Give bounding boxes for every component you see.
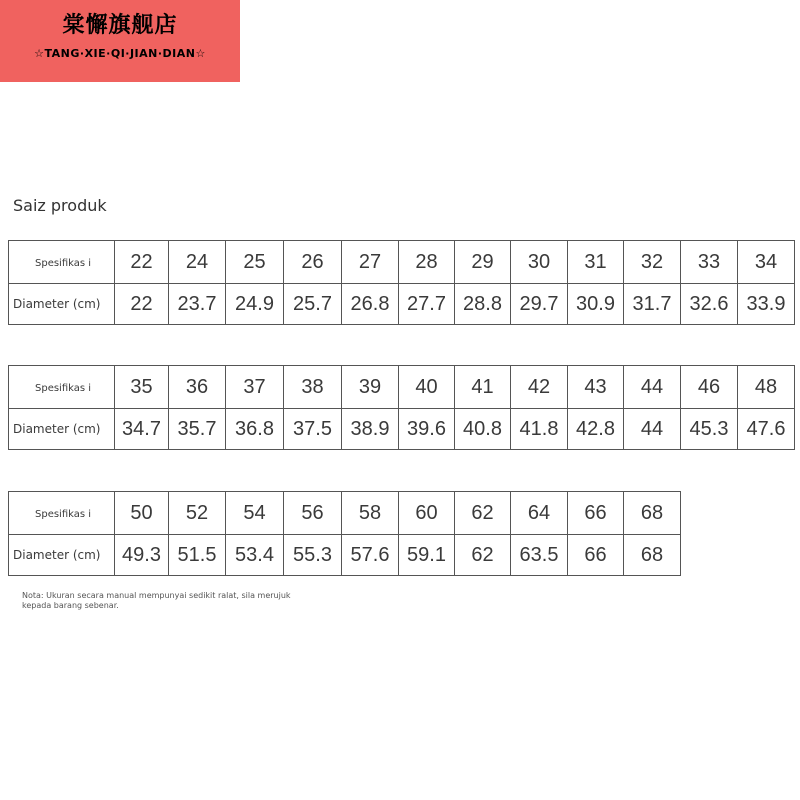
spec-cell: 43 bbox=[568, 366, 624, 409]
diameter-cell: 42.8 bbox=[568, 409, 624, 450]
diameter-cell: 35.7 bbox=[169, 409, 226, 450]
diameter-label: Diameter (cm) bbox=[9, 409, 115, 450]
diameter-cell: 45.3 bbox=[681, 409, 738, 450]
spec-cell: 26 bbox=[284, 241, 342, 284]
spec-cell: 24 bbox=[169, 241, 226, 284]
spec-cell: 46 bbox=[681, 366, 738, 409]
diameter-cell: 66 bbox=[568, 535, 624, 576]
spec-label: Spesifikas i bbox=[9, 241, 115, 284]
diameter-cell: 29.7 bbox=[511, 284, 568, 325]
spec-cell: 44 bbox=[624, 366, 681, 409]
diameter-cell: 55.3 bbox=[284, 535, 342, 576]
spec-cell: 68 bbox=[624, 492, 681, 535]
spec-cell: 37 bbox=[226, 366, 284, 409]
diameter-row bbox=[9, 535, 681, 576]
spec-cell: 22 bbox=[115, 241, 169, 284]
store-name: 棠懈旗舰店 bbox=[62, 12, 178, 38]
diameter-cell: 47.6 bbox=[738, 409, 795, 450]
spec-cell: 42 bbox=[511, 366, 568, 409]
diameter-cell: 59.1 bbox=[399, 535, 455, 576]
spec-cell: 39 bbox=[342, 366, 399, 409]
diameter-cell: 41.8 bbox=[511, 409, 568, 450]
spec-cell: 64 bbox=[511, 492, 568, 535]
diameter-cell: 39.6 bbox=[399, 409, 455, 450]
diameter-cell: 30.9 bbox=[568, 284, 624, 325]
diameter-cell: 38.9 bbox=[342, 409, 399, 450]
store-logo-banner bbox=[0, 0, 240, 82]
spec-cell: 60 bbox=[399, 492, 455, 535]
spec-row bbox=[9, 366, 795, 409]
spec-label: Spesifikas i bbox=[9, 366, 115, 409]
spec-label: Spesifikas i bbox=[9, 492, 115, 535]
diameter-cell: 63.5 bbox=[511, 535, 568, 576]
spec-cell: 35 bbox=[115, 366, 169, 409]
size-table-3 bbox=[8, 491, 681, 576]
diameter-cell: 32.6 bbox=[681, 284, 738, 325]
diameter-label: Diameter (cm) bbox=[9, 284, 115, 325]
diameter-cell: 36.8 bbox=[226, 409, 284, 450]
diameter-cell: 34.7 bbox=[115, 409, 169, 450]
spec-cell: 48 bbox=[738, 366, 795, 409]
spec-cell: 52 bbox=[169, 492, 226, 535]
size-table-1 bbox=[8, 240, 795, 325]
spec-row bbox=[9, 241, 795, 284]
section-title: Saiz produk bbox=[13, 196, 107, 215]
spec-cell: 58 bbox=[342, 492, 399, 535]
diameter-cell: 62 bbox=[455, 535, 511, 576]
diameter-label: Diameter (cm) bbox=[9, 535, 115, 576]
diameter-cell: 31.7 bbox=[624, 284, 681, 325]
spec-cell: 50 bbox=[115, 492, 169, 535]
diameter-cell: 33.9 bbox=[738, 284, 795, 325]
spec-cell: 32 bbox=[624, 241, 681, 284]
diameter-cell: 37.5 bbox=[284, 409, 342, 450]
spec-row bbox=[9, 492, 681, 535]
spec-cell: 34 bbox=[738, 241, 795, 284]
spec-cell: 33 bbox=[681, 241, 738, 284]
spec-cell: 38 bbox=[284, 366, 342, 409]
spec-cell: 25 bbox=[226, 241, 284, 284]
diameter-cell: 25.7 bbox=[284, 284, 342, 325]
diameter-cell: 28.8 bbox=[455, 284, 511, 325]
spec-cell: 41 bbox=[455, 366, 511, 409]
diameter-cell: 68 bbox=[624, 535, 681, 576]
spec-cell: 29 bbox=[455, 241, 511, 284]
diameter-cell: 40.8 bbox=[455, 409, 511, 450]
diameter-cell: 51.5 bbox=[169, 535, 226, 576]
spec-cell: 30 bbox=[511, 241, 568, 284]
diameter-row bbox=[9, 284, 795, 325]
diameter-cell: 24.9 bbox=[226, 284, 284, 325]
diameter-cell: 49.3 bbox=[115, 535, 169, 576]
diameter-cell: 27.7 bbox=[399, 284, 455, 325]
disclaimer-note: Nota: Ukuran secara manual mempunyai sedikit ralat, sila merujuk kepada barang sebenar. bbox=[22, 591, 291, 610]
store-name-romanized: ☆TANG·XIE·QI·JIAN·DIAN☆ bbox=[34, 47, 206, 60]
spec-cell: 54 bbox=[226, 492, 284, 535]
spec-cell: 66 bbox=[568, 492, 624, 535]
spec-cell: 40 bbox=[399, 366, 455, 409]
spec-cell: 56 bbox=[284, 492, 342, 535]
diameter-row bbox=[9, 409, 795, 450]
diameter-cell: 44 bbox=[624, 409, 681, 450]
spec-cell: 31 bbox=[568, 241, 624, 284]
size-table-2 bbox=[8, 365, 795, 450]
spec-cell: 28 bbox=[399, 241, 455, 284]
diameter-cell: 22 bbox=[115, 284, 169, 325]
spec-cell: 27 bbox=[342, 241, 399, 284]
spec-cell: 62 bbox=[455, 492, 511, 535]
diameter-cell: 26.8 bbox=[342, 284, 399, 325]
spec-cell: 36 bbox=[169, 366, 226, 409]
diameter-cell: 57.6 bbox=[342, 535, 399, 576]
diameter-cell: 23.7 bbox=[169, 284, 226, 325]
diameter-cell: 53.4 bbox=[226, 535, 284, 576]
